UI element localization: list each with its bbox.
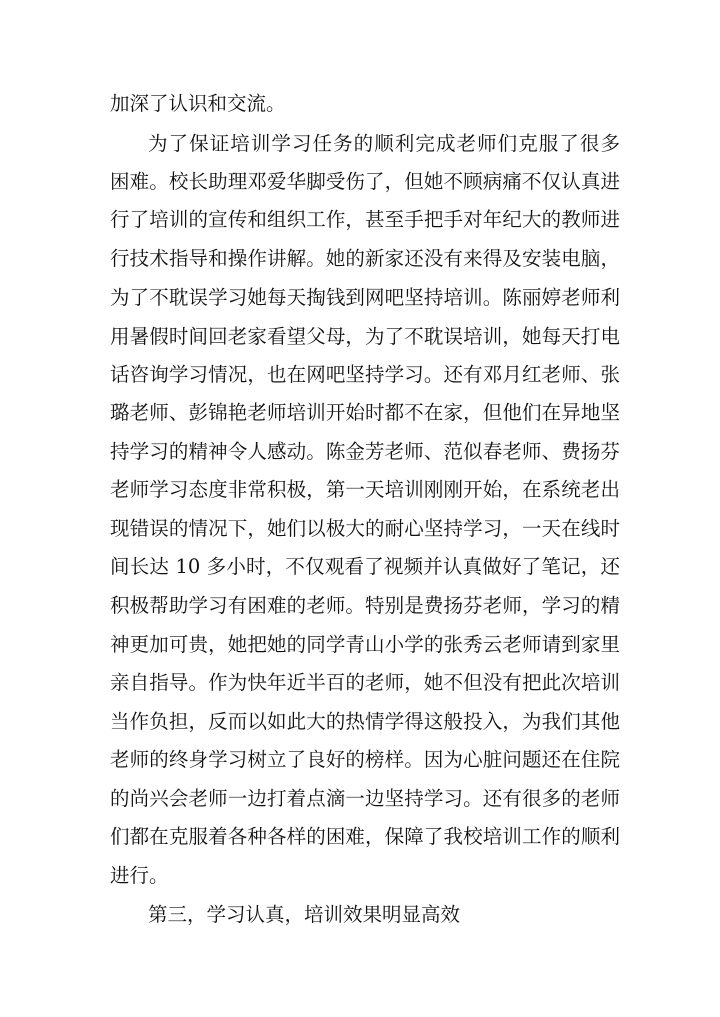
text-line: 行了培训的宣传和组织工作，甚至手把手对年纪大的教师进 (110, 208, 620, 231)
text-line: 神更加可贵，她把她的同学青山小学的张秀云老师请到家里 (110, 633, 620, 656)
text-line: 璐老师、彭锦艳老师培训开始时都不在家，但他们在异地坚 (110, 401, 620, 424)
text-line: 困难。校长助理邓爱华脚受伤了，但她不顾病痛不仅认真进 (110, 170, 620, 193)
section-heading: 第三，学习认真，培训效果明显高效 (148, 903, 461, 926)
text-line: 们都在克服着各种各样的困难，保障了我校培训工作的顺利 (110, 825, 620, 848)
text-line: 的尚兴会老师一边打着点滴一边坚持学习。还有很多的老师 (110, 787, 620, 810)
text-line: 当作负担，反而以如此大的热情学得这般投入，为我们其他 (110, 710, 620, 733)
paragraph-first-line: 为了保证培训学习任务的顺利完成老师们克服了很多 (148, 132, 620, 155)
text-line: 持学习的精神令人感动。陈金芳老师、范似春老师、费扬芬 (110, 440, 620, 463)
text-line: 现错误的情况下，她们以极大的耐心坚持学习，一天在线时 (110, 517, 620, 540)
text-line: 老师学习态度非常积极，第一天培训刚刚开始，在系统老出 (110, 478, 620, 501)
text-line: 为了不耽误学习她每天掏钱到网吧坚持培训。陈丽婷老师利 (110, 286, 620, 309)
text-line: 进行。 (110, 864, 169, 887)
text-line: 间长达 10 多小时，不仅观看了视频并认真做好了笔记，还 (110, 555, 620, 578)
text-line: 积极帮助学习有困难的老师。特别是费扬芬老师，学习的精 (110, 594, 620, 617)
text-line: 老师的终身学习树立了良好的榜样。因为心脏问题还在住院 (110, 748, 620, 771)
text-line: 话咨询学习情况，也在网吧坚持学习。还有邓月红老师、张 (110, 363, 620, 386)
text-line: 行技术指导和操作讲解。她的新家还没有来得及安装电脑， (110, 247, 620, 270)
text-line: 亲自指导。作为快年近半百的老师，她不但没有把此次培训 (110, 671, 620, 694)
text-line: 加深了认识和交流。 (110, 92, 286, 115)
text-line: 用暑假时间回老家看望父母，为了不耽误培训，她每天打电 (110, 325, 620, 348)
